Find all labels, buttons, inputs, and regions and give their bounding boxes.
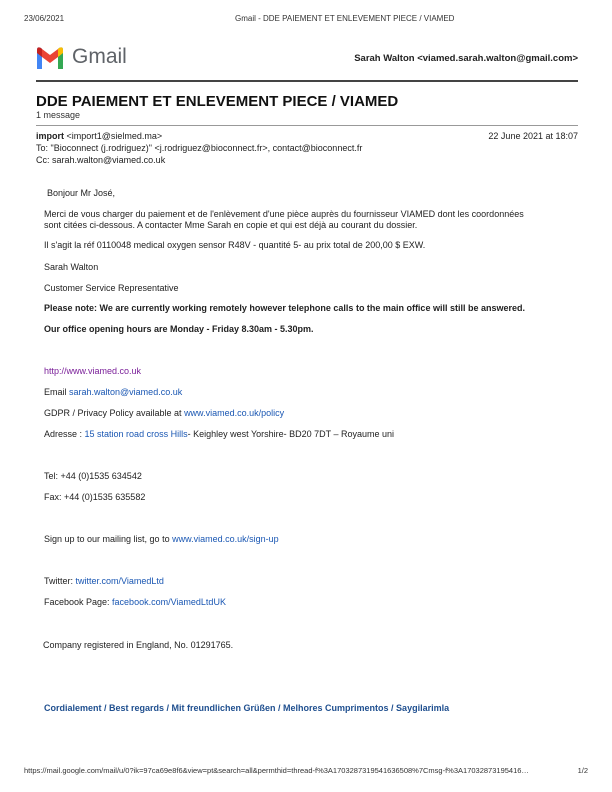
signup-label: Sign up to our mailing list, go to (44, 534, 173, 544)
facebook-link[interactable]: facebook.com/ViamedLtdUK (112, 597, 226, 607)
remote-work-note: Please note: We are currently working remotely however telephone calls to the main office will still be answered. (44, 303, 525, 313)
email-label: Email (44, 387, 70, 397)
sender-email: <import1@sielmed.ma> (66, 131, 163, 141)
print-date: 23/06/2021 (24, 14, 65, 23)
twitter-label: Twitter: (44, 576, 76, 586)
email-link[interactable]: sarah.walton@viamed.co.uk (69, 387, 183, 397)
address-rest: - Keighley west Yorshire- BD20 7DT – Royaume uni (187, 429, 395, 439)
message-date: 22 June 2021 at 18:07 (488, 131, 578, 141)
gdpr-link[interactable]: www.viamed.co.uk/policy (184, 408, 285, 418)
facebook-line (44, 597, 226, 607)
email-line (44, 387, 182, 397)
body-paragraph-2: Il s'agit la réf 0110048 medical oxygen sensor R48V - quantité 5- au prix total de 200,00 $ EXW. (44, 240, 426, 250)
sender-name: import (36, 131, 64, 141)
closing-regards: Cordialement / Best regards / Mit freundlichen Grüßen / Melhores Cumprimentos / Saygilarimla (44, 703, 450, 713)
facebook-label: Facebook Page: (44, 597, 113, 607)
header-divider (36, 80, 578, 82)
address-label: Adresse : (44, 429, 85, 439)
gdpr-line (44, 408, 284, 418)
address-link[interactable]: 15 station road cross Hills (84, 429, 188, 439)
signature-title: Customer Service Representative (44, 283, 179, 293)
print-title: Gmail - DDE PAIEMENT ET ENLEVEMENT PIECE / VIAMED (235, 14, 455, 23)
thread-subject: DDE PAIEMENT ET ENLEVEMENT PIECE / VIAMED (36, 93, 399, 110)
body-paragraph-1-line-2: sont citées ci-dessous. A contacter Mme Sarah en copie et qui est déjà au courant du dossier. (44, 220, 418, 230)
print-url: https://mail.google.com/mail/u/0?ik=97ca69e8f6&view=pt&search=all&permthid=thread-f%3A1703287319541636508%7Cmsg-f%3A17032873195416… (24, 766, 529, 775)
gdpr-label: GDPR / Privacy Policy available at (44, 408, 185, 418)
gmail-wordmark: Gmail (72, 45, 127, 68)
fax: Fax: +44 (0)1535 635582 (44, 492, 146, 502)
subject-divider (36, 125, 578, 126)
gmail-logo-icon (35, 46, 65, 69)
office-hours: Our office opening hours are Monday - Friday 8.30am - 5.30pm. (44, 324, 314, 334)
body-paragraph-1-line-1: Merci de vous charger du paiement et de l'enlèvement d'une pièce auprès du fournisseur VIAMED dont les coordonnées (44, 209, 524, 219)
signature-name: Sarah Walton (44, 262, 99, 272)
address-line (44, 429, 394, 439)
signup-line (44, 534, 279, 544)
message-count: 1 message (36, 110, 81, 120)
signup-link[interactable]: www.viamed.co.uk/sign-up (172, 534, 279, 544)
company-registration: Company registered in England, No. 01291765. (43, 640, 234, 650)
greeting: Bonjour Mr José, (47, 188, 116, 198)
website-link[interactable]: http://www.viamed.co.uk (44, 366, 142, 376)
recipients-cc: Cc: sarah.walton@viamed.co.uk (36, 155, 166, 165)
sender[interactable] (36, 131, 162, 141)
telephone: Tel: +44 (0)1535 634542 (44, 471, 142, 481)
twitter-link[interactable]: twitter.com/ViamedLtd (75, 576, 164, 586)
print-page-number: 1/2 (577, 766, 588, 775)
twitter-line (44, 576, 164, 586)
account-email: Sarah Walton <viamed.sarah.walton@gmail.com> (354, 53, 578, 64)
recipients-to: To: "Bioconnect (j.rodriguez)" <j.rodriguez@bioconnect.fr>, contact@bioconnect.fr (36, 143, 363, 153)
